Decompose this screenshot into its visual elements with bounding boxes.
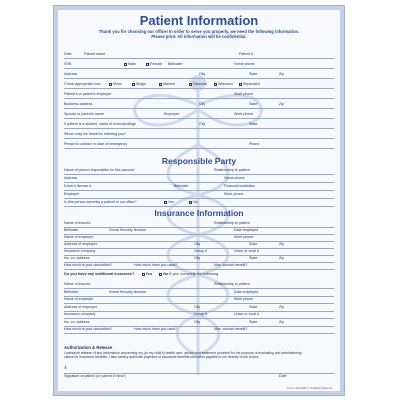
how-much-have-you-used-label: How much have you used? [134,327,178,331]
single-label: Single [136,82,146,86]
state-label: State [249,256,258,260]
ssn-label: SSN [64,62,72,66]
address-label: Address [64,72,78,76]
widowed-checkbox[interactable] [214,83,217,86]
patient-name-label: Patient name [84,52,106,56]
insurance-field-row[interactable] [64,228,334,235]
additional-insurance-field-row[interactable] [64,282,334,289]
insurance-field-row[interactable] [64,221,334,228]
home-phone-label: Home phone [234,62,255,66]
married-checkbox[interactable] [159,83,162,86]
signature-labels [64,374,334,379]
form-paper [58,10,340,391]
additional-no-checkbox[interactable] [159,273,162,276]
patient-s-or-parent-s-employer-label: Patient's or parent's employer [64,92,112,96]
patient-field-row[interactable] [64,112,334,119]
married-label: Married [163,82,176,86]
person-to-contact-in-case-of-emergency-label: Person to contact in case of emergency [64,142,128,146]
name-of-employer-label: Name of employer [64,235,94,239]
spouse-or-parent-s-name-label: Spouse or parent's name [64,112,105,116]
address-label: Address [64,176,78,180]
insurance-company-label: Insurance company [64,312,96,316]
union-or-local-label: Union or local # [234,249,259,253]
separated-label: Separated [243,82,260,86]
separated-checkbox[interactable] [239,83,242,86]
insurance-field-row[interactable] [64,249,334,256]
form-intro [66,29,332,39]
auth-heading: Authorization & Release [64,345,113,350]
signature-date-label: Date [279,374,287,378]
date-employed-label: Date employed [234,289,259,294]
additional-insurance-field-row[interactable] [64,312,334,319]
max-annual-benefit-label: Max. annual benefit? [214,327,248,331]
auth-text-1: I authorize release of any information concerning my (or my child's) health care, advice and treatment provided for the purpose of evaluating and administering [64,351,302,355]
state-label: State [249,102,258,106]
city-label: City [194,304,201,309]
patient-field-row[interactable] [64,102,334,109]
city-label: City [194,319,201,324]
additional-yes-checkbox[interactable] [142,273,145,276]
group-label: Group # [194,249,207,253]
work-phone-label: Work phone [234,92,254,96]
union-or-local-label: Union or local # [234,312,259,316]
responsible-field-row[interactable] [64,176,334,183]
employer-label: Employer [164,112,180,116]
is-this-person-currently-a-patient-in-our-office-label: Is this person currently a patient in our office? [64,200,137,204]
responsible-field-row[interactable] [64,184,334,191]
form-title: Patient Information [139,13,259,28]
male-checkbox[interactable] [124,63,127,66]
responsible-field-row[interactable] [64,192,334,199]
date-employed-label: Date employed [234,228,259,232]
widowed-label: Widowed [218,82,233,86]
male-label: Male [128,62,136,66]
form-footer: Form 11-0105 © Colwell Systems [287,386,332,390]
patient-field-row[interactable] [64,82,334,89]
additional-no-label: No [163,272,169,276]
work-phone-label: Work phone [234,235,254,239]
relationship-to-patient-label: Relationship to patient [214,282,250,286]
auth-text-2: claims for insurance benefits. I also hereby authorize payment of insurance benefits otherwise payable to me directly to the doctor. [64,355,260,360]
name-of-insured-label: Name of insured [64,221,91,225]
city-label: City [194,256,201,260]
business-address-label: Business address [64,102,93,106]
how-much-is-your-deductible-label: How much is your deductible? [64,327,112,331]
additional-insurance-field-row[interactable] [64,305,334,312]
name-of-person-responsible-for-this-account-label: Name of person responsible for this account [64,168,135,172]
financial-institution-label: Financial institution [224,184,255,188]
insurance-field-row[interactable] [64,256,334,263]
state-label: State [249,319,258,324]
auth-text [64,351,334,359]
whom-may-we-thank-for-referring-you-label: Whom may we thank for referring you? [64,132,126,136]
work-phone-label: Work phone [234,112,254,116]
minor-checkbox[interactable] [109,83,112,86]
yes-checkbox[interactable] [164,201,167,204]
name-of-insured-label: Name of insured [64,282,91,286]
single-checkbox[interactable] [132,83,135,86]
responsible-field-row[interactable] [64,168,334,175]
signature-row[interactable] [64,364,334,374]
intro-line-2: Please print. All information will be confidential. [151,34,247,40]
max-annual-benefit-label: Max. annual benefit? [214,263,248,267]
birthdate-label: Birthdate [64,289,79,294]
address-of-employer-label: Address of employer [64,242,97,246]
social-security-number-label: Social Security Number [109,228,147,232]
additional-insurance-question [64,272,218,276]
check-appropriate-box-label: Check appropriate box: [64,82,102,86]
additional-insurance-field-row[interactable] [64,290,334,297]
state-label: State [249,72,258,76]
how-much-have-you-used-label: How much have you used? [134,263,178,267]
birthdate-label: Birthdate [64,228,79,232]
zip-label: Zip [279,319,284,324]
female-checkbox[interactable] [146,63,149,66]
relationship-to-patient-label: Relationship to patient [214,168,250,172]
name-of-employer-label: Name of employer [64,297,94,301]
address-of-employer-label: Address of employer [64,304,97,309]
state-label: State [249,242,258,246]
birthdate-label: Birthdate [168,62,183,66]
patient-label: Patient # [239,52,254,56]
date-label: Date [64,52,72,56]
state-label: State [249,122,258,126]
employer-label: Employer [64,192,80,196]
work-phone-label: Work phone [224,192,244,196]
ins-co-address-label: Ins. co. address [64,319,90,324]
city-label: City [199,102,206,106]
patient-field-row[interactable] [64,72,334,79]
group-label: Group # [194,312,207,316]
no-label: No [193,200,198,204]
divorced-checkbox[interactable] [189,83,192,86]
female-label: Female [150,62,162,66]
driver-s-license-label: Driver's license # [64,184,92,188]
state-label: State [249,304,258,309]
signature-x-mark: X [64,365,67,370]
additional-tail-label: If yes, complete the following [169,272,219,276]
insurance-field-row[interactable] [64,235,334,242]
if-patient-is-a-student-name-of-school-college-label: If patient is a student, name of school/college [64,122,136,126]
birthdate-label: Birthdate [174,184,189,188]
phone-label: Phone [249,142,260,146]
patient-field-row[interactable] [64,122,334,129]
zip-label: Zip [279,72,284,76]
city-label: City [194,242,201,246]
home-phone-label: Home phone [224,176,245,180]
patient-field-row[interactable] [64,92,334,99]
how-much-is-your-deductible-label: How much is your deductible? [64,263,112,267]
social-security-number-label: Social Security Number [109,289,147,294]
additional-insurance-field-row[interactable] [64,320,334,327]
minor-label: Minor [113,82,122,86]
city-label: City [199,122,206,126]
ins-co-address-label: Ins. co. address [64,256,90,260]
signature-label: Signature of patient (or parent if minor) [64,374,126,378]
divorced-label: Divorced [193,82,208,86]
additional-yes-label: Yes [145,272,153,276]
zip-label: Zip [279,102,284,106]
insurance-company-label: Insurance company [64,249,96,253]
responsible-party-heading: Responsible Party [161,156,237,166]
work-phone-label: Work phone [234,297,254,301]
patient-field-row[interactable] [64,142,334,149]
no-checkbox[interactable] [189,201,192,204]
zip-label: Zip [279,256,284,260]
city-label: City [199,72,206,76]
intro-line-1: Thank you for choosing our office! In order to serve you properly, we need the following information. [98,29,300,34]
additional-insurance-label: Do you have any additional insurance? [64,272,135,276]
insurance-field-row[interactable] [64,242,334,249]
patient-field-row[interactable] [64,52,334,59]
insurance-field-row[interactable] [64,263,334,270]
zip-label: Zip [279,304,284,309]
responsible-field-row[interactable] [64,200,334,207]
additional-insurance-field-row[interactable] [64,327,334,334]
form-sheet [53,5,345,396]
patient-field-row[interactable] [64,132,334,139]
additional-insurance-field-row[interactable] [64,297,334,304]
zip-label: Zip [279,242,284,246]
yes-label: Yes [168,200,174,204]
insurance-heading: Insurance Information [154,208,244,218]
relationship-to-patient-label: Relationship to patient [214,221,250,225]
patient-field-row[interactable] [64,62,334,69]
